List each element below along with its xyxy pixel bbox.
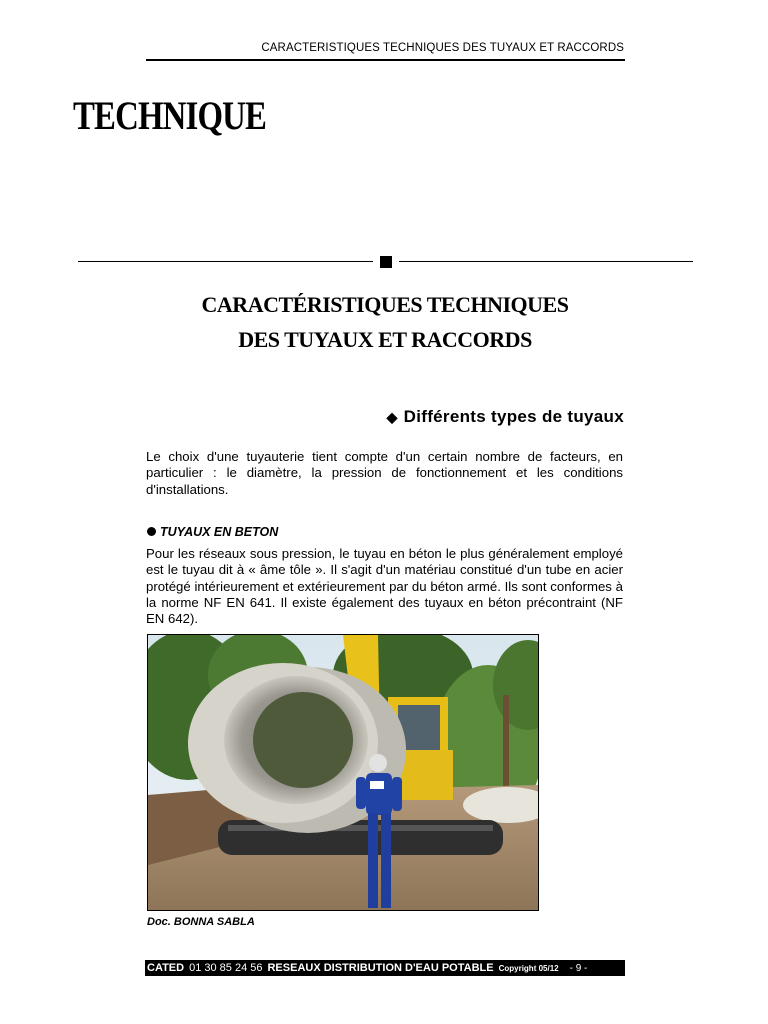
- page-footer: [145, 960, 625, 976]
- page-number: - 9 -: [569, 963, 588, 974]
- page-title-line-1: CARACTÉRISTIQUES TECHNIQUES: [201, 292, 569, 317]
- section-label: TECHNIQUE: [73, 93, 267, 138]
- footer-phone: 01 30 85 24 56: [189, 962, 263, 974]
- footer-title: RESEAUX DISTRIBUTION D'EAU POTABLE: [267, 962, 494, 974]
- beton-heading-text: TUYAUX EN BETON: [160, 525, 279, 539]
- footer-org: CATED: [147, 962, 185, 974]
- page-title-line-2: DES TUYAUX ET RACCORDS: [238, 327, 532, 352]
- beton-paragraph: Pour les réseaux sous pression, le tuyau en béton le plus généralement employé est le tuyau dit à « âme tôle ». Il s'agit d'un matériau constitué d'un tube en acier protégé intérieurement et extérieurement par du béton armé. Ils sont conformes à la norme NF EN 641. Il existe également des tuyaux en béton précontraint (NF EN 642).: [146, 546, 623, 627]
- bullet-dot-icon: [147, 527, 156, 536]
- running-header: CARACTERISTIQUES TECHNIQUES DES TUYAUX ET RACCORDS: [261, 42, 624, 54]
- footer-copyright: Copyright 05/12: [498, 964, 559, 973]
- header-rule: [146, 59, 625, 61]
- photo-caption: Doc. BONNA SABLA: [147, 916, 255, 928]
- beton-heading: [147, 525, 278, 539]
- diamond-bullet-icon: ◆: [386, 409, 398, 425]
- construction-photo: [147, 634, 539, 911]
- divider-left-line: [78, 261, 373, 262]
- intro-paragraph: Le choix d'une tuyauterie tient compte d'un certain nombre de facteurs, en particulier : le diamètre, la pression de fonctionnement et les conditions d'installations.: [146, 449, 623, 497]
- section-subtitle-text: Différents types de tuyaux: [403, 407, 624, 426]
- section-subtitle: [300, 407, 624, 427]
- divider-right-line: [399, 261, 693, 262]
- divider-square: [380, 256, 392, 268]
